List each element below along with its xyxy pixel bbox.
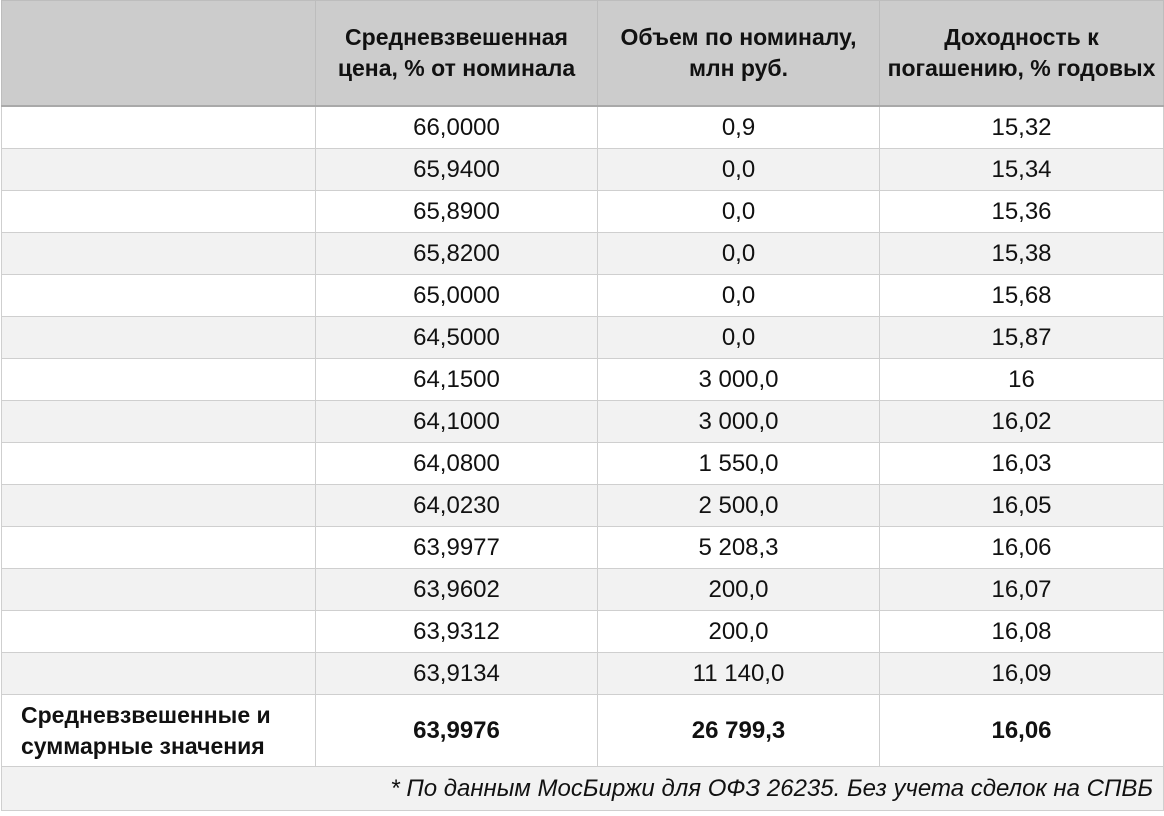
footnote: * По данным МосБиржи для ОФЗ 26235. Без учета сделок на СПВБ <box>2 767 1164 811</box>
table-row <box>2 359 1164 401</box>
price-cell: 65,8200 <box>316 233 598 275</box>
table-row <box>2 191 1164 233</box>
yield-cell: 16,08 <box>880 611 1164 653</box>
header-price: Средневзвешенная цена, % от номинала <box>316 1 598 107</box>
row-label-cell <box>2 191 316 233</box>
price-cell: 64,1500 <box>316 359 598 401</box>
table-row <box>2 233 1164 275</box>
row-label-cell <box>2 527 316 569</box>
yield-cell: 16,03 <box>880 443 1164 485</box>
row-label-cell <box>2 401 316 443</box>
row-label-cell <box>2 106 316 149</box>
row-label-cell <box>2 317 316 359</box>
volume-cell: 200,0 <box>598 569 880 611</box>
price-cell: 63,9312 <box>316 611 598 653</box>
table-row <box>2 611 1164 653</box>
row-label-cell <box>2 233 316 275</box>
price-cell: 65,8900 <box>316 191 598 233</box>
row-label-cell <box>2 611 316 653</box>
price-cell: 64,1000 <box>316 401 598 443</box>
price-cell: 64,5000 <box>316 317 598 359</box>
volume-cell: 5 208,3 <box>598 527 880 569</box>
total-volume: 26 799,3 <box>598 695 880 767</box>
volume-cell: 2 500,0 <box>598 485 880 527</box>
table-row <box>2 527 1164 569</box>
total-row <box>2 695 1164 767</box>
total-yield: 16,06 <box>880 695 1164 767</box>
header-row <box>2 1 1164 107</box>
table-row <box>2 485 1164 527</box>
price-cell: 64,0230 <box>316 485 598 527</box>
yield-cell: 16 <box>880 359 1164 401</box>
table-row <box>2 569 1164 611</box>
yield-cell: 16,07 <box>880 569 1164 611</box>
yield-cell: 16,05 <box>880 485 1164 527</box>
volume-cell: 0,0 <box>598 317 880 359</box>
table-row <box>2 106 1164 149</box>
footnote-row <box>2 767 1164 811</box>
header-yield: Доходность к погашению, % годовых <box>880 1 1164 107</box>
price-cell: 63,9134 <box>316 653 598 695</box>
table-row <box>2 317 1164 359</box>
table-row <box>2 275 1164 317</box>
table-body <box>2 106 1164 811</box>
table-row <box>2 401 1164 443</box>
volume-cell: 0,0 <box>598 191 880 233</box>
row-label-cell <box>2 275 316 317</box>
table-row <box>2 443 1164 485</box>
volume-cell: 0,9 <box>598 106 880 149</box>
row-label-cell <box>2 443 316 485</box>
yield-cell: 15,87 <box>880 317 1164 359</box>
table-row <box>2 149 1164 191</box>
volume-cell: 3 000,0 <box>598 359 880 401</box>
row-label-cell <box>2 653 316 695</box>
yield-cell: 15,36 <box>880 191 1164 233</box>
row-label-cell <box>2 485 316 527</box>
yield-cell: 16,09 <box>880 653 1164 695</box>
volume-cell: 1 550,0 <box>598 443 880 485</box>
price-cell: 63,9977 <box>316 527 598 569</box>
total-label: Средневзвешенные и суммарные значения <box>2 695 316 767</box>
volume-cell: 200,0 <box>598 611 880 653</box>
volume-cell: 0,0 <box>598 275 880 317</box>
price-cell: 65,0000 <box>316 275 598 317</box>
price-cell: 64,0800 <box>316 443 598 485</box>
volume-cell: 0,0 <box>598 149 880 191</box>
yield-cell: 15,38 <box>880 233 1164 275</box>
volume-cell: 3 000,0 <box>598 401 880 443</box>
price-cell: 65,9400 <box>316 149 598 191</box>
price-cell: 66,0000 <box>316 106 598 149</box>
total-price: 63,9976 <box>316 695 598 767</box>
row-label-cell <box>2 149 316 191</box>
yield-cell: 16,02 <box>880 401 1164 443</box>
volume-cell: 0,0 <box>598 233 880 275</box>
bond-trades-table <box>1 0 1164 811</box>
volume-cell: 11 140,0 <box>598 653 880 695</box>
yield-cell: 15,68 <box>880 275 1164 317</box>
yield-cell: 16,06 <box>880 527 1164 569</box>
yield-cell: 15,32 <box>880 106 1164 149</box>
header-volume: Объем по номиналу, млн руб. <box>598 1 880 107</box>
header-empty <box>2 1 316 107</box>
row-label-cell <box>2 569 316 611</box>
table-row <box>2 653 1164 695</box>
price-cell: 63,9602 <box>316 569 598 611</box>
yield-cell: 15,34 <box>880 149 1164 191</box>
row-label-cell <box>2 359 316 401</box>
